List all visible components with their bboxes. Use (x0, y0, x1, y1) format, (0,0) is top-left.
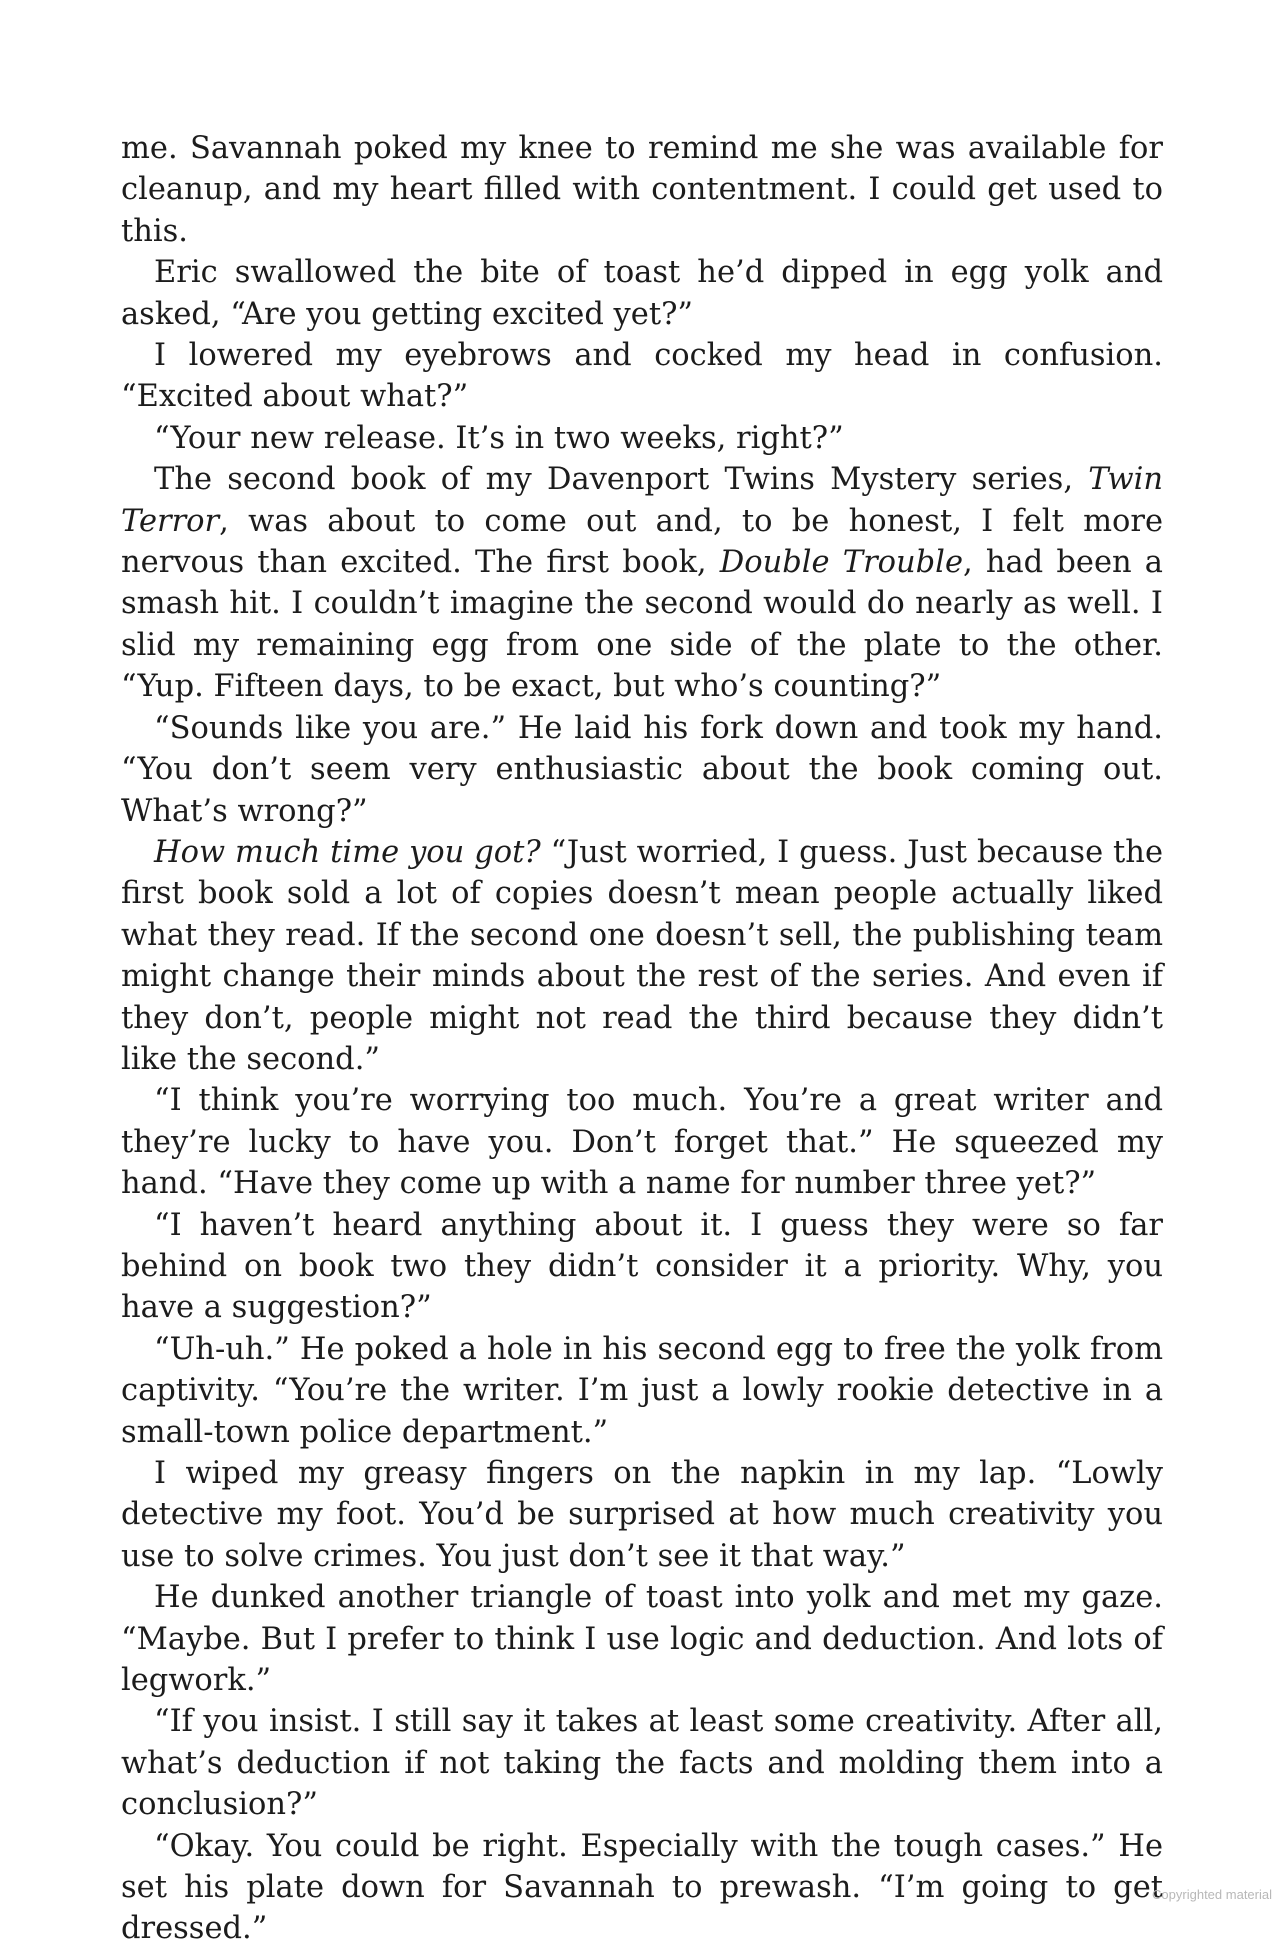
text-run: He dunked another triangle of toast into yolk and met my gaze. “Maybe. But I prefer to think I use logic and deduction. And lots of legwork.” (121, 1580, 1163, 1699)
text-run: I wiped my greasy fingers on the napkin in my lap. “Lowly detective my foot. You’d be surprised at how much creativity you use to solve crimes. You just don’t see it that way.” (121, 1456, 1163, 1574)
paragraph (121, 1826, 1163, 1950)
text-run: “Sounds like you are.” He laid his fork down and took my hand. “You don’t seem very enthusiastic about the book coming out. What’s wrong?” (121, 710, 1163, 829)
italic-text: How much time you got? (154, 834, 541, 870)
paragraph (121, 418, 1163, 459)
paragraph (121, 335, 1163, 418)
paragraph (121, 1329, 1163, 1453)
italic-text: Twin Terror (121, 462, 1163, 539)
text-run: “I think you’re worrying too much. You’re a great writer and they’re lucky to have you. Don’t forget that.” He squeezed my hand. “Have they come up with a name for number three yet?” (121, 1083, 1163, 1202)
text-run: me. Savannah poked my knee to remind me she was available for cleanup, and my heart filled with contentment. I could get used to this. (121, 131, 1163, 249)
text-run: , had been a smash hit. I couldn’t imagine the second would do nearly as well. I slid my remaining egg from one side of the plate to the other. “Yup. Fifteen days, to be exact, but who’s counting?” (121, 545, 1163, 705)
paragraph (121, 1080, 1163, 1204)
body-text (121, 128, 1163, 1950)
text-run: “Okay. You could be right. Especially with the tough cases.” He set his plate down for Savannah to prewash. “I’m going to get dressed.” (121, 1828, 1163, 1947)
italic-text: Double Trouble (719, 545, 963, 581)
paragraph (121, 832, 1163, 1080)
copyright-watermark: Copyrighted material (1152, 1887, 1272, 1902)
paragraph (121, 1453, 1163, 1577)
text-run: “Uh-uh.” He poked a hole in his second egg to free the yolk from captivity. “You’re the writer. I’m just a lowly rookie detective in a small-town police department.” (121, 1331, 1163, 1450)
paragraph (121, 459, 1163, 707)
paragraph (121, 1701, 1163, 1825)
text-run: The second book of my Davenport Twins Mystery series, (154, 462, 1089, 498)
text-run: “If you insist. I still say it takes at least some creativity. After all, what’s deduction if not taking the facts and molding them into a conclusion?” (121, 1704, 1163, 1823)
paragraph (121, 252, 1163, 335)
text-run: I lowered my eyebrows and cocked my head in confusion. “Excited about what?” (121, 338, 1163, 415)
text-run: Eric swallowed the bite of toast he’d dipped in egg yolk and asked, “Are you getting excited yet?” (121, 255, 1163, 332)
text-run: “Your new release. It’s in two weeks, right?” (154, 420, 844, 456)
paragraph (121, 128, 1163, 252)
text-run: “Just worried, I guess. Just because the first book sold a lot of copies doesn’t mean people actually liked what they read. If the second one doesn’t sell, the publishing team might change their minds about the rest of the series. And even if they don’t, people might not read the third because they didn’t like the second.” (121, 834, 1163, 1077)
text-run: , was about to come out and, to be honest, I felt more nervous than excited. The first book, (121, 503, 1163, 581)
paragraph (121, 1577, 1163, 1701)
paragraph (121, 1205, 1163, 1329)
paragraph (121, 708, 1163, 832)
text-run: “I haven’t heard anything about it. I guess they were so far behind on book two they didn’t consider it a priority. Why, you have a suggestion?” (121, 1207, 1163, 1326)
